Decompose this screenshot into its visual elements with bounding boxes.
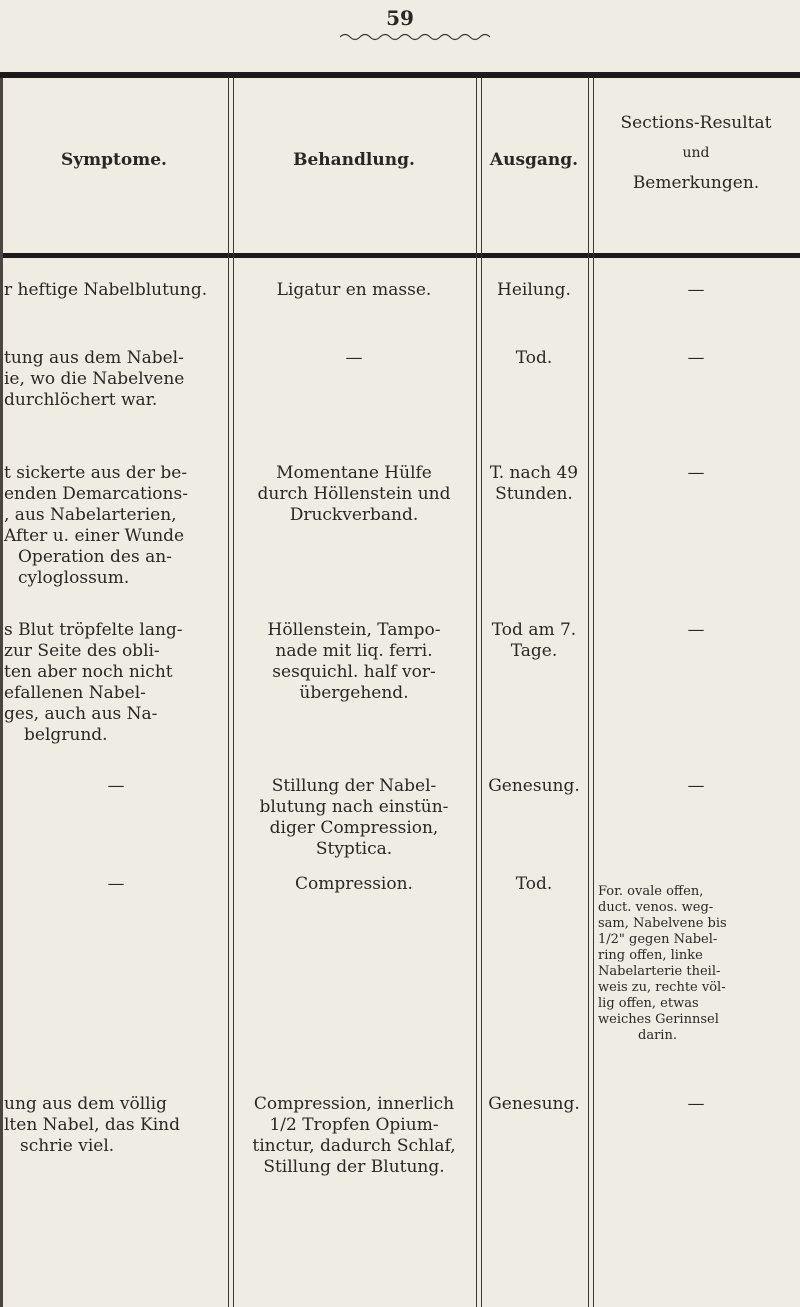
row-4-outcome: Genesung. bbox=[488, 776, 580, 796]
row-6-outcome: Genesung. bbox=[488, 1094, 580, 1114]
row-6-remarks: — bbox=[687, 1094, 705, 1114]
wavy-ornament-icon bbox=[340, 32, 490, 42]
header-outcome: Ausgang. bbox=[489, 150, 579, 170]
row-2-symptom: t sickerte aus der be- enden Demarcations- , aus Nabelarterien, After u. einer Wunde Operation des an- cyloglossum. bbox=[4, 463, 188, 588]
column-divider bbox=[588, 78, 594, 1307]
row-1-remarks: — bbox=[687, 348, 705, 368]
row-3-symptom: s Blut tröpfelte lang- zur Seite des obli- ten aber noch nicht efallenen Nabel- ges, auch aus Na- belgrund. bbox=[4, 620, 183, 745]
row-0-outcome: Heilung. bbox=[497, 280, 571, 300]
row-1-symptom: tung aus dem Nabel- ie, wo die Nabelvene durchlöchert war. bbox=[4, 348, 185, 410]
row-6-symptom: ung aus dem völlig lten Nabel, das Kind schrie viel. bbox=[4, 1094, 180, 1156]
row-3-remarks: — bbox=[687, 620, 705, 640]
row-6-treatment: Compression, innerlich 1/2 Tropfen Opium- tinctur, dadurch Schlaf, Stillung der Blutung. bbox=[252, 1094, 456, 1177]
row-1-outcome: Tod. bbox=[515, 348, 553, 368]
row-5-outcome: Tod. bbox=[515, 874, 553, 894]
row-2-treatment: Momentane Hülfe durch Höllenstein und Druckverband. bbox=[257, 463, 451, 525]
row-1-treatment: — bbox=[345, 348, 363, 368]
row-0-treatment: Ligatur en masse. bbox=[276, 280, 432, 300]
header-symptoms: Symptome. bbox=[61, 150, 167, 170]
row-0-symptom: r heftige Nabelblutung. bbox=[4, 280, 208, 300]
header-rule bbox=[0, 253, 800, 258]
row-2-outcome: T. nach 49 Stunden. bbox=[489, 463, 579, 504]
page-number: 59 bbox=[386, 6, 414, 30]
row-3-outcome: Tod am 7. Tage. bbox=[491, 620, 577, 661]
row-5-treatment: Compression. bbox=[295, 874, 413, 894]
row-4-symptom: — bbox=[107, 776, 125, 796]
row-3-treatment: Höllenstein, Tampo- nade mit liq. ferri. sesquichl. half vor- übergehend. bbox=[267, 620, 441, 703]
top-rule bbox=[0, 72, 800, 78]
row-2-remarks: — bbox=[687, 463, 705, 483]
row-4-treatment: Stillung der Nabel- blutung nach einstün- diger Compression, Styptica. bbox=[259, 776, 449, 859]
column-divider bbox=[476, 78, 482, 1307]
left-edge-line bbox=[0, 78, 3, 1307]
row-0-remarks: — bbox=[687, 280, 705, 300]
header-treatment: Behandlung. bbox=[293, 150, 415, 170]
row-5-symptom: — bbox=[107, 874, 125, 894]
header-remarks: Sections-Resultat und Bemerkungen. bbox=[620, 113, 772, 193]
row-4-remarks: — bbox=[687, 776, 705, 796]
row-5-remarks: For. ovale offen, duct. venos. weg- sam, Nabelvene bis 1/2" gegen Nabel- ring offen, linke Nabelarterie theil- weis zu, rechte völ- lig offen, etwas weiches Gerinnsel darin. bbox=[598, 884, 727, 1043]
